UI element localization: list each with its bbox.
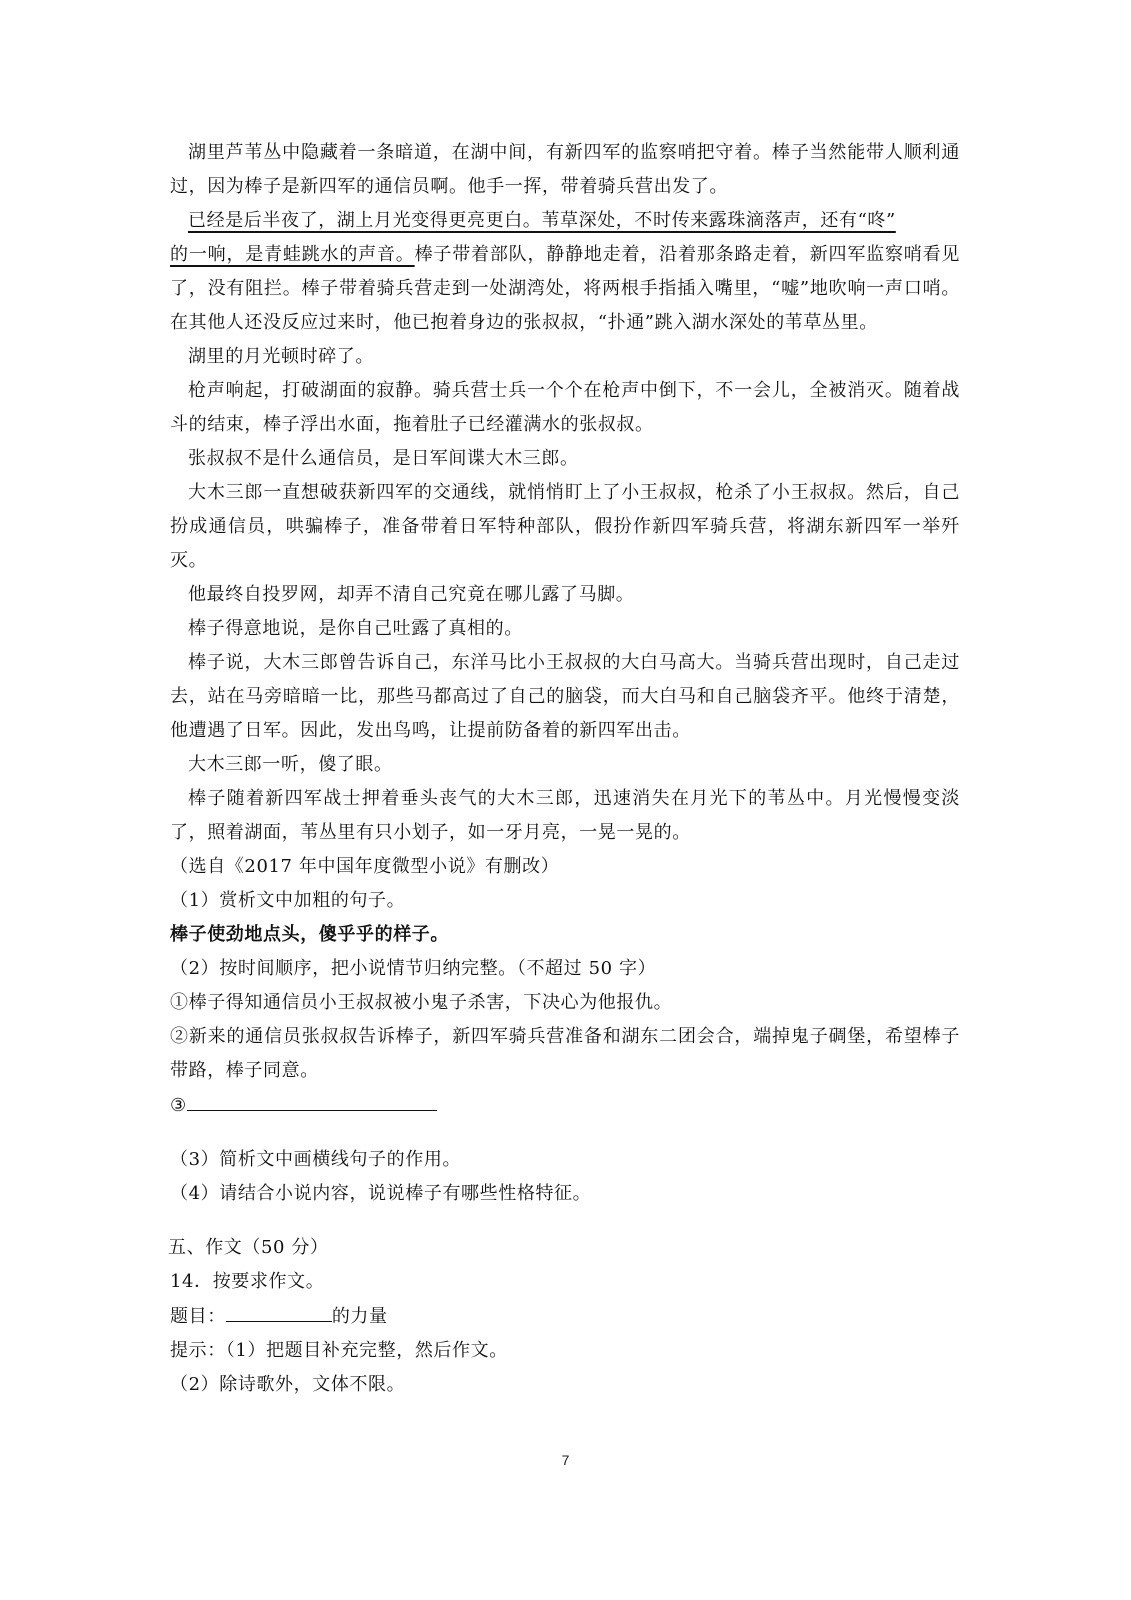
- spacer: [170, 1211, 960, 1231]
- underlined-sentence: 已经是后半夜了，湖上月光变得更亮更白。苇草深处，不时传来露珠滴落声，还有“咚”: [188, 210, 896, 231]
- plot-item-1: ①棒子得知通信员小王叔叔被小鬼子杀害，下决心为他报仇。: [170, 992, 673, 1013]
- story-paragraph-3: 湖里的月光顿时碎了。: [188, 346, 374, 367]
- bold-sentence: 棒子使劲地点头，傻乎乎的样子。: [170, 924, 449, 945]
- plot-item-3-mark: ③: [170, 1095, 187, 1116]
- story-paragraph-10: 大木三郎一听，傻了眼。: [188, 754, 393, 775]
- story-paragraph-5: 张叔叔不是什么通信员，是日军间谍大木三郎。: [188, 448, 579, 469]
- essay-title-suffix: 的力量: [331, 1306, 388, 1327]
- story-paragraph-2-rest: 棒子带着部队，静静地走着，沿着那条路走着，新四军监察哨看见了，没有阻拦。棒子带着骑兵营走到一处湖湾处，将两根手指插入嘴里，“嘘”地吹响一声口哨。在其他人还没反应过来时，他已抱着身边的张叔叔，“扑通”跳入湖水深处的苇草丛里。: [170, 244, 960, 333]
- source-note: （选自《2017 年中国年度微型小说》有删改）: [170, 856, 560, 877]
- answer-blank: [187, 1088, 437, 1111]
- spacer: [170, 1123, 960, 1143]
- story-paragraph-2: [170, 204, 960, 340]
- question-4: （4）请结合小说内容，说说棒子有哪些性格特征。: [170, 1183, 592, 1204]
- story-paragraph-1: 湖里芦苇丛中隐藏着一条暗道，在湖中间，有新四军的监察哨把守着。棒子当然能带人顺利通过，因为棒子是新四军的通信员啊。他手一挥，带着骑兵营出发了。: [170, 142, 960, 197]
- story-paragraph-8: 棒子得意地说，是你自己吐露了真相的。: [188, 618, 523, 639]
- essay-title-prefix: 题目：: [170, 1306, 226, 1327]
- page-content: [170, 136, 960, 1402]
- question-2: （2）按时间顺序，把小说情节归纳完整。（不超过 50 字）: [170, 958, 657, 979]
- story-paragraph-4: 枪声响起，打破湖面的寂静。骑兵营士兵一个个在枪声中倒下，不一会儿，全被消灭。随着战斗的结束，棒子浮出水面，拖着肚子已经灌满水的张叔叔。: [170, 380, 960, 435]
- essay-title-line: [170, 1299, 960, 1334]
- question-1: （1）赏析文中加粗的句子。: [170, 890, 406, 911]
- essay-item: 14．按要求作文。: [170, 1271, 325, 1292]
- story-paragraph-9: 棒子说，大木三郎曾告诉自己，东洋马比小王叔叔的大白马高大。当骑兵营出现时，自己走过去，站在马旁暗暗一比，那些马都高过了自己的脑袋，而大白马和自己脑袋齐平。他终于清楚，他遭遇了日军。因此，发出鸟鸣，让提前防备着的新四军出击。: [170, 652, 960, 741]
- essay-hint-2: （2）除诗歌外，文体不限。: [170, 1374, 406, 1395]
- essay-hint-1: 提示：（1）把题目补充完整，然后作文。: [170, 1340, 508, 1361]
- underlined-sentence-end: 的一响，是青蛙跳水的声音。: [170, 244, 415, 265]
- plot-item-3: [170, 1088, 960, 1123]
- page-number: 7: [561, 1452, 570, 1468]
- question-3: （3）简析文中画横线句子的作用。: [170, 1149, 462, 1170]
- story-paragraph-7: 他最终自投罗网，却弄不清自己究竟在哪儿露了马脚。: [188, 584, 635, 605]
- story-paragraph-11: 棒子随着新四军战士押着垂头丧气的大木三郎，迅速消失在月光下的苇丛中。月光慢慢变淡了，照着湖面，苇丛里有只小划子，如一牙月亮，一晃一晃的。: [170, 788, 960, 843]
- title-blank: [226, 1299, 332, 1322]
- plot-item-2: ②新来的通信员张叔叔告诉棒子，新四军骑兵营准备和湖东二团会合，端掉鬼子碉堡，希望棒子带路，棒子同意。: [170, 1026, 960, 1081]
- story-paragraph-6: 大木三郎一直想破获新四军的交通线，就悄悄盯上了小王叔叔，枪杀了小王叔叔。然后，自己扮成通信员，哄骗棒子，准备带着日军特种部队，假扮作新四军骑兵营，将湖东新四军一举歼灭。: [170, 482, 960, 571]
- essay-section-title: 五、作文（50 分）: [168, 1237, 329, 1258]
